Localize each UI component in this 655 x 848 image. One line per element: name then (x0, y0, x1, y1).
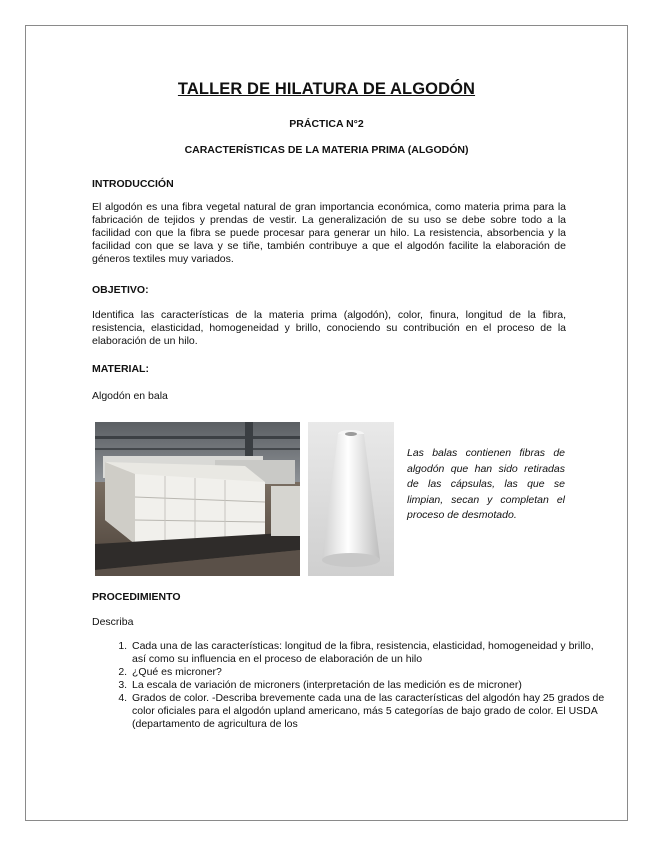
procedure-intro: Describa (92, 616, 134, 628)
procedure-list (92, 640, 610, 731)
material-heading: MATERIAL: (92, 363, 149, 375)
material-text: Algodón en bala (92, 390, 168, 402)
intro-heading: INTRODUCCIÓN (92, 178, 174, 190)
list-item: 2. ¿Qué es microner? (130, 666, 610, 679)
procedure-heading: PROCEDIMIENTO (92, 591, 181, 603)
list-item: 1. Cada una de las características: longitud de la fibra, resistencia, elasticidad, homogeneidad y brillo, así como su influencia en el proceso de elaboración de un hilo (130, 640, 610, 666)
cotton-bales-photo (95, 422, 300, 576)
list-item: 4. Grados de color. -Describa brevemente cada una de las características del algodón hay 25 grados de color oficiales para el algodón upland americano, más 5 categorías de bajo grado de color. El USDA (departamento de agricultura de los (130, 692, 610, 731)
intro-paragraph: El algodón es una fibra vegetal natural de gran importancia económica, como materia prima para la fabricación de tejidos y prendas de vestir. La generalización de su uso se debe sobre todo a la facilidad con que la fibra se puede procesar para generar un hilo. La resistencia, absorbencia y la facilidad con que se lava y se tiñe, también contribuye a que el algodón facilite la elaboración de géneros textiles muy variados. (92, 201, 566, 265)
practice-number: PRÁCTICA N°2 (289, 118, 364, 130)
photo-caption: Las balas contienen fibras de algodón que han sido retiradas de las cápsulas, las que se limpian, secan y completan el proceso de desmotado. (407, 447, 565, 521)
yarn-cone-photo (308, 422, 394, 576)
objective-paragraph: Identifica las características de la materia prima (algodón), color, finura, longitud de la fibra, resistencia, elasticidad, homogeneidad y brillo, conociendo su contribución en el proceso de la elaboración de un hilo. (92, 309, 566, 347)
document-title: TALLER DE HILATURA DE ALGODÓN (177, 80, 476, 98)
list-item: 3. La escala de variación de microners (interpretación de las medición es de microner) (130, 679, 610, 692)
document-page (25, 25, 628, 821)
objective-heading: OBJETIVO: (92, 284, 149, 296)
document-subtitle: CARACTERÍSTICAS DE LA MATERIA PRIMA (ALGODÓN) (184, 144, 469, 156)
